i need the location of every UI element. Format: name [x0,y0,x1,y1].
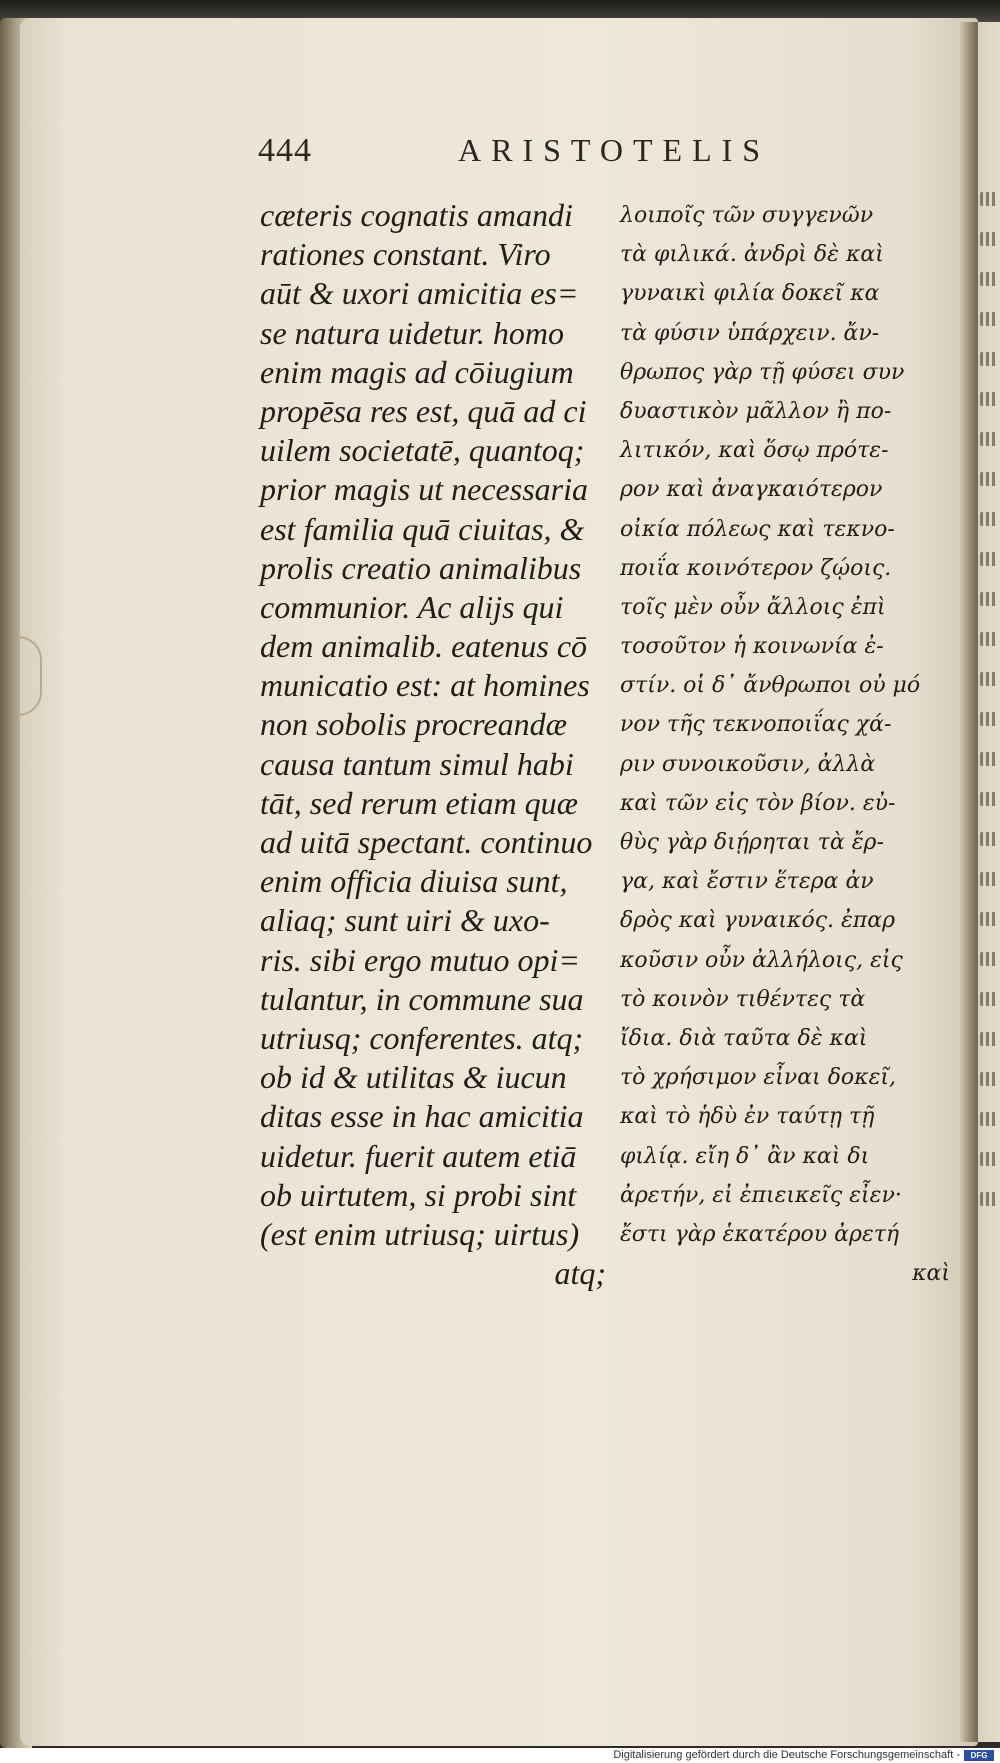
greek-line: τὸ χρήσιμον εἶναι δοκεῖ, [620,1065,897,1091]
greek-line: τὰ φιλικά. ἀνδρὶ δὲ καὶ [620,242,884,268]
greek-line: καὶ τὸ ἡδὺ ἐν ταύτῃ τῇ [620,1104,875,1130]
latin-line: dem animalib. eatenus cō [260,628,588,665]
latin-line: (est enim utriusq; uirtus) [260,1215,580,1252]
latin-line: est familia quā ciuitas, & [260,510,585,547]
greek-line: τὸ κοινὸν τιθέντες τὰ [620,986,866,1012]
facing-page-edge [978,22,1000,1742]
latin-catchword: atq; [554,1255,606,1292]
dfg-logo[interactable]: DFG [964,1750,994,1761]
greek-line: ποιΐα κοινότερον ζῴοις. [620,555,892,581]
latin-line: ob id & utilitas & iucun [260,1059,567,1096]
greek-line: ἔστι γὰρ ἑκατέρου ἀρετή [620,1221,900,1247]
latin-line: causa tantum simul habi [260,745,574,782]
greek-line: γα, καὶ ἔστιν ἕτερα ἀν [620,869,874,895]
latin-line: se natura uidetur. homo [260,314,564,351]
greek-line: γυναικὶ φιλία δοκεῖ κα [620,281,880,307]
latin-line: prolis creatio animalibus [260,549,582,586]
greek-catchword: καὶ [912,1261,950,1287]
greek-text-column [620,196,950,1293]
latin-line: municatio est: at homines [260,667,590,704]
greek-line: ριν συνοικοῦσιν, ἀλλὰ [620,751,876,777]
greek-line: λοιποῖς τῶν συγγενῶν [620,203,874,228]
latin-line: uidetur. fuerit autem etiā [260,1137,577,1174]
latin-line: enim officia diuisa sunt, [260,863,568,900]
greek-line: τοῖς μὲν οὖν ἄλλοις ἐπὶ [620,594,886,620]
greek-line: δρὸς καὶ γυναικός. ἐπαρ [620,908,896,934]
greek-line: λιτικόν, καὶ ὅσῳ πρότε- [620,438,889,464]
greek-line: νον τῆς τεκνοποιΐας χά- [620,712,892,738]
book-gutter [960,22,978,1742]
latin-line: cæteris cognatis amandi [260,197,573,233]
latin-line: non sobolis procreandæ [260,706,567,743]
greek-line: ἴδια. διὰ ταῦτα δὲ καὶ [620,1025,868,1051]
greek-line: τοσοῦτον ἡ κοινωνία ἐ- [620,634,884,660]
greek-line: κοῦσιν οὖν ἀλλήλοις, εἰς [620,947,903,973]
greek-line: δυαστικὸν μᾶλλον ἢ πο- [620,398,892,424]
funding-credit: Digitalisierung gefördert durch die Deutsche Forschungsgemeinschaft - [613,1749,960,1761]
greek-line: ἀρετήν, εἰ ἐπιεικεῖς εἶεν· [620,1182,902,1208]
latin-line: enim magis ad cōiugium [260,353,574,390]
latin-line: tulantur, in commune sua [260,980,584,1017]
greek-line: θρωπος γὰρ τῇ φύσει συν [620,359,905,385]
latin-line: tāt, sed rerum etiam quæ [260,784,578,821]
page-clasp-mark [18,636,42,716]
greek-line: τὰ φύσιν ὑπάρχειν. ἄν- [620,320,880,346]
digitization-footer [0,1748,1000,1763]
latin-line: ob uirtutem, si probi sint [260,1176,577,1213]
latin-line: uilem societatē, quantoq; [260,432,585,469]
greek-line: θὺς γὰρ διῄρηται τὰ ἔρ- [620,830,884,855]
latin-line: utriusq; conferentes. atq; [260,1019,584,1056]
latin-line: ad uitā spectant. continuo [260,824,593,860]
latin-line: ditas esse in hac amicitia [260,1098,584,1135]
latin-line: propēsa res est, quā ad ci [260,392,587,429]
greek-line: οἰκία πόλεως καὶ τεκνο- [620,516,895,542]
running-title: ARISTOTELIS [458,132,771,168]
latin-line: aūt & uxori amicitia es= [260,275,579,312]
latin-line: rationes constant. Viro [260,236,551,273]
latin-line: ris. sibi ergo mutuo opi= [260,941,580,978]
latin-line: aliaq; sunt uiri & uxo- [260,902,550,939]
page-number: 444 [258,132,312,169]
latin-line: communior. Ac alijs qui [260,588,564,625]
greek-line: στίν. οἱ δ᾽ ἄνθρωποι οὐ μό [620,673,921,699]
greek-line: ρον καὶ ἀναγκαιότερον [620,477,883,503]
greek-line: φιλίᾳ. εἴη δ᾽ ἂν καὶ δι [620,1143,870,1169]
latin-line: prior magis ut necessaria [260,471,588,508]
greek-line: καὶ τῶν εἰς τὸν βίον. εὐ- [620,790,896,816]
latin-text-column [260,196,610,1293]
